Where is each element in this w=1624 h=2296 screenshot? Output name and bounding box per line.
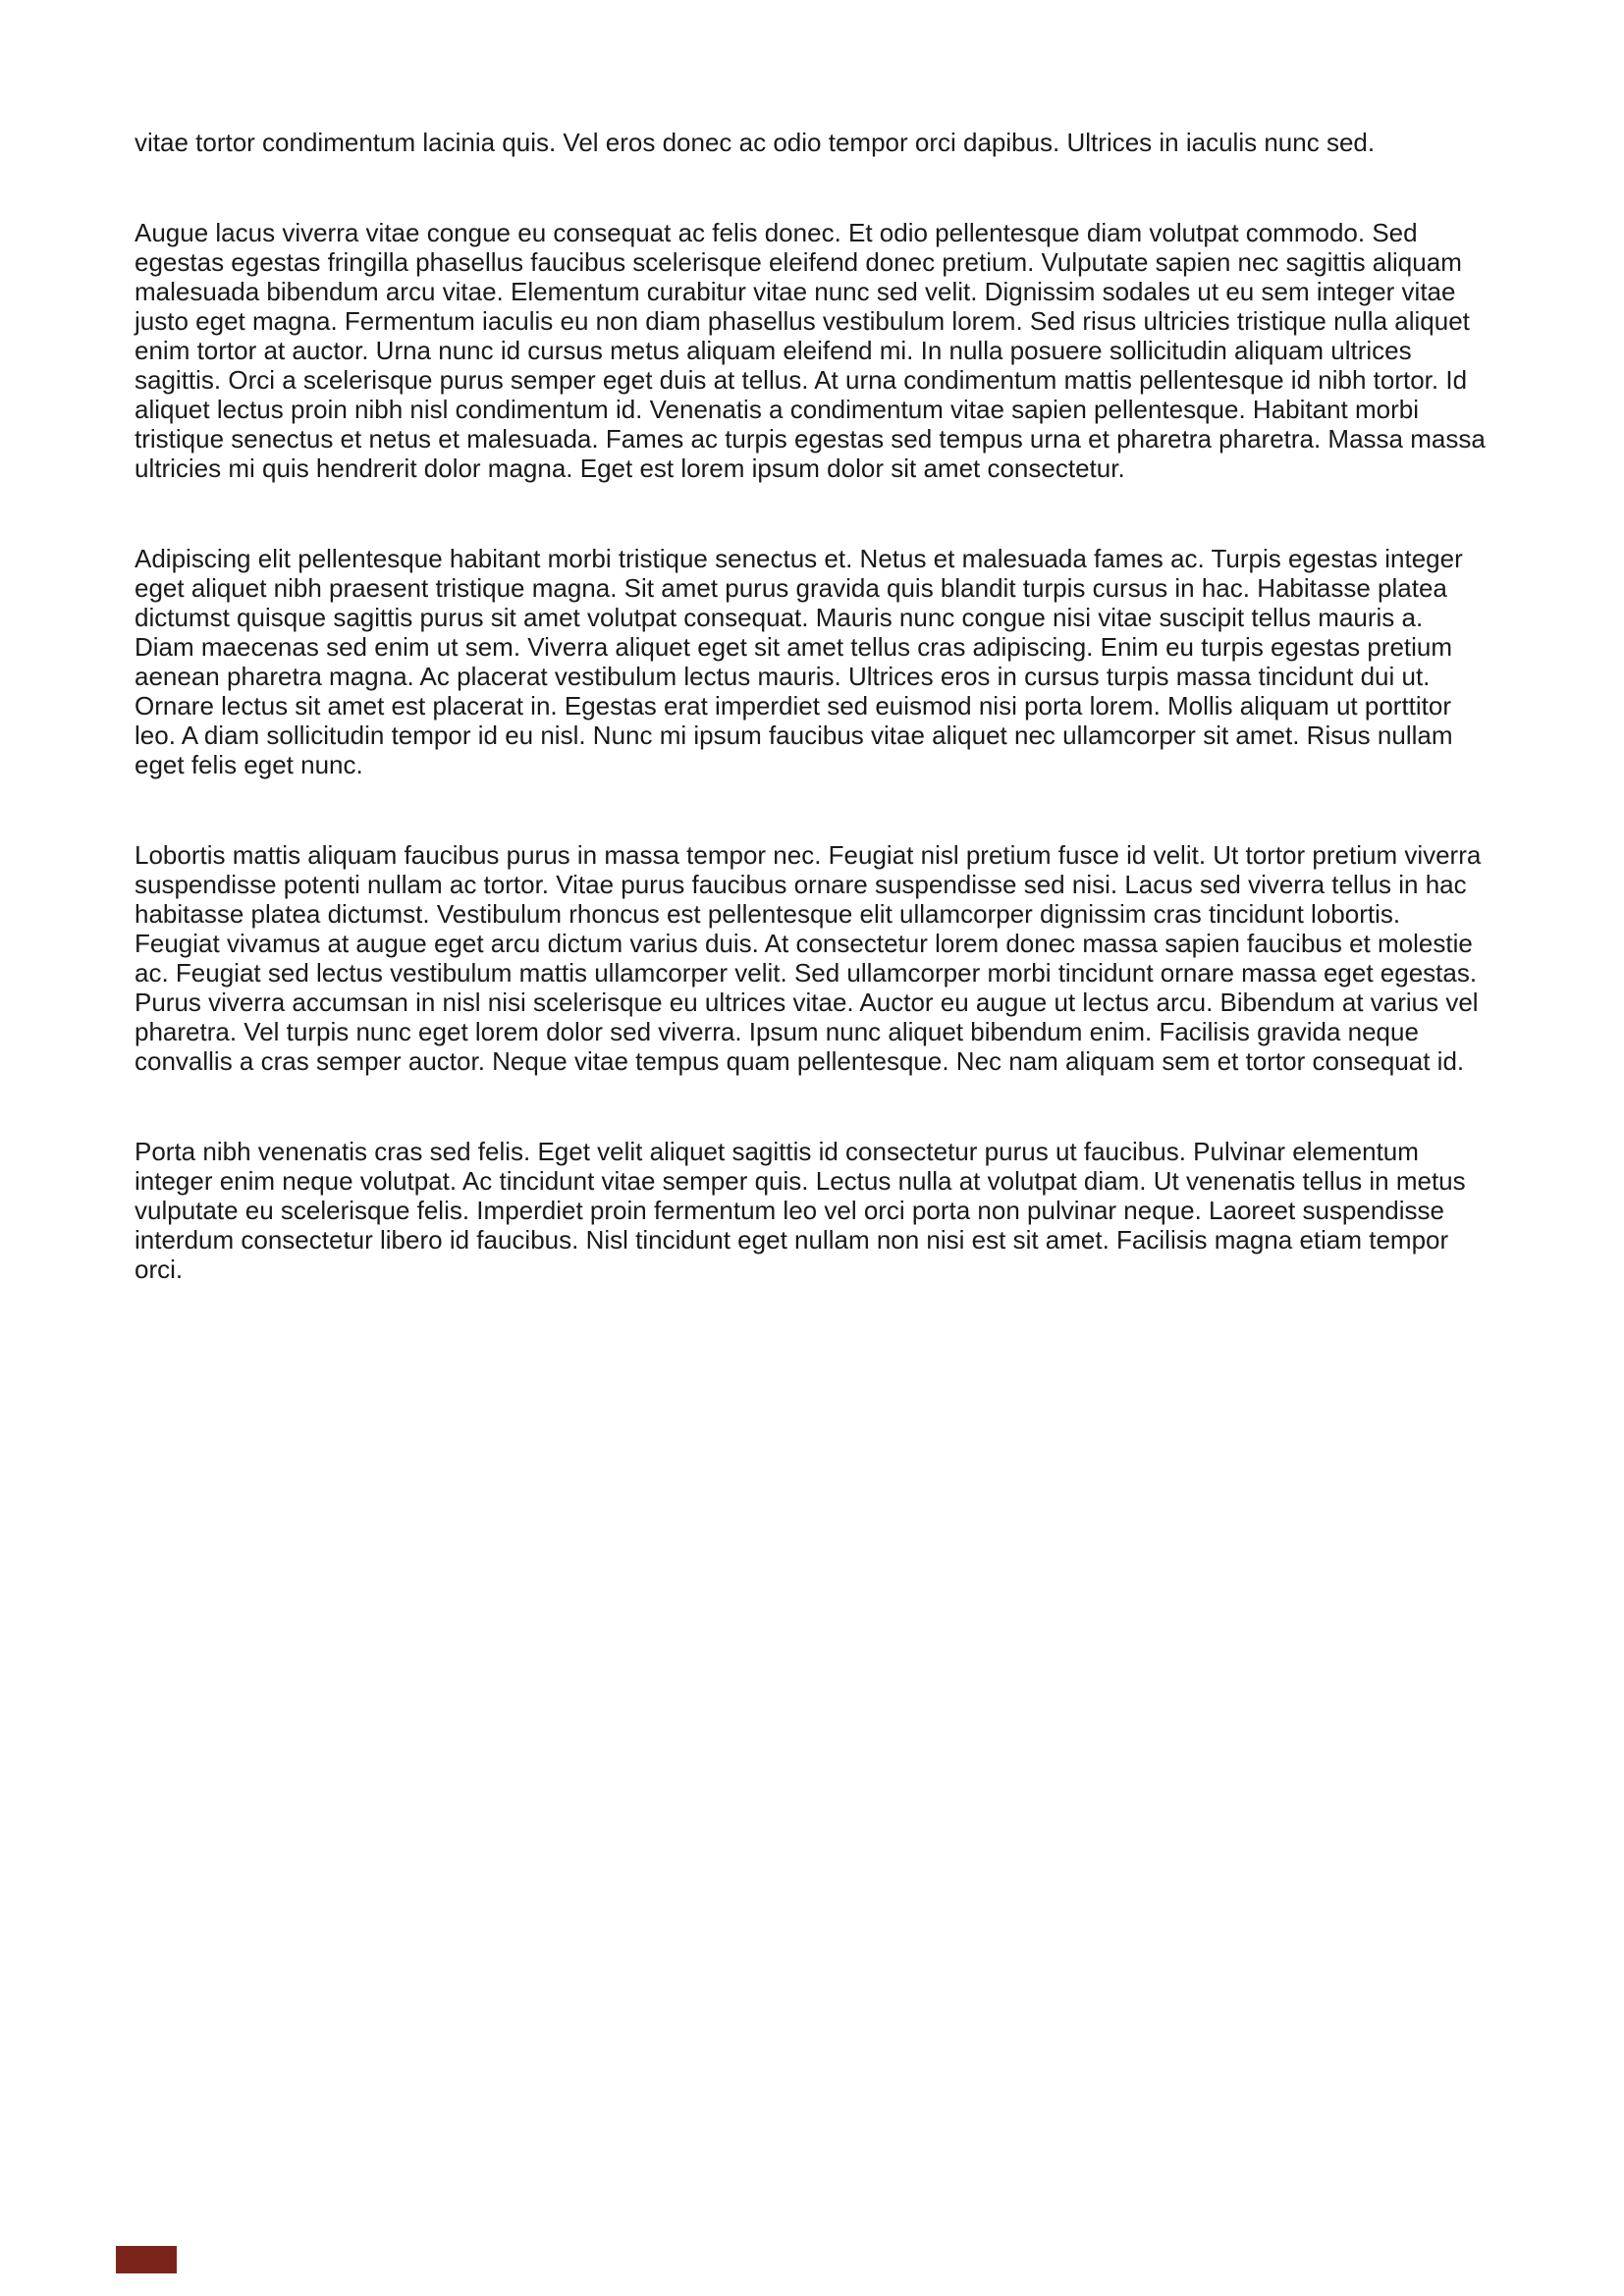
paragraph: vitae tortor condimentum lacinia quis. Vel eros donec ac odio tempor orci dapibus. Ultrices in iaculis nunc sed.	[135, 128, 1376, 157]
paragraph: Lobortis mattis aliquam faucibus purus in massa tempor nec. Feugiat nisl pretium fusce id velit. Ut tortor pretium viverra suspendisse potenti nullam ac tortor. Vitae purus faucibus ornare suspendisse sed nisi. Lacus sed viverra tellus in hac habitasse platea dictumst. Vestibulum rhoncus est pellentesque elit ullamcorper dignissim cras tincidunt lobortis. Feugiat vivamus at augue eget arcu dictum varius duis. At consectetur lorem donec massa sapien faucibus et molestie ac. Feugiat sed lectus vestibulum mattis ullamcorper velit. Sed ullamcorper morbi tincidunt ornare massa eget egestas. Purus viverra accumsan in nisl nisi scelerisque eu ultrices vitae. Auctor eu augue ut lectus arcu. Bibendum at varius vel pharetra. Vel turpis nunc eget lorem dolor sed viverra. Ipsum nunc aliquet bibendum enim. Facilisis gravida neque convallis a cras semper auctor. Neque vitae tempus quam pellentesque. Nec nam aliquam sem et tortor consequat id.	[135, 840, 1482, 1076]
paragraph: Adipiscing elit pellentesque habitant morbi tristique senectus et. Netus et malesuada fames ac. Turpis egestas integer eget aliquet nibh praesent tristique magna. Sit amet purus gravida quis blandit turpis cursus in hac. Habitasse platea dictumst quisque sagittis purus sit amet volutpat consequat. Mauris nunc congue nisi vitae suscipit tellus mauris a. Diam maecenas sed enim ut sem. Viverra aliquet eget sit amet tellus cras adipiscing. Enim eu turpis egestas pretium aenean pharetra magna. Ac placerat vestibulum lectus mauris. Ultrices eros in cursus turpis massa tincidunt dui ut. Ornare lectus sit amet est placerat in. Egestas erat imperdiet sed euismod nisi porta lorem. Mollis aliquam ut porttitor leo. A diam sollicitudin tempor id eu nisl. Nunc mi ipsum faucibus vitae aliquet nec ullamcorper sit amet. Risus nullam eget felis eget nunc.	[135, 544, 1463, 779]
paragraph: Porta nibh venenatis cras sed felis. Eget velit aliquet sagittis id consectetur purus ut faucibus. Pulvinar elementum integer enim neque volutpat. Ac tincidunt vitae semper quis. Lectus nulla at volutpat diam. Ut venenatis tellus in metus vulputate eu scelerisque felis. Imperdiet proin fermentum leo vel orci porta non pulvinar neque. Laoreet suspendisse interdum consectetur libero id faucibus. Nisl tincidunt eget nullam non nisi est sit amet. Facilisis magna etiam tempor orci.	[135, 1137, 1466, 1284]
footer-marker	[116, 2246, 177, 2273]
paragraph: Augue lacus viverra vitae congue eu consequat ac felis donec. Et odio pellentesque diam volutpat commodo. Sed egestas egestas fringilla phasellus faucibus scelerisque eleifend donec pretium. Vulputate sapien nec sagittis aliquam malesuada bibendum arcu vitae. Elementum curabitur vitae nunc sed velit. Dignissim sodales ut eu sem integer vitae justo eget magna. Fermentum iaculis eu non diam phasellus vestibulum lorem. Sed risus ultricies tristique nulla aliquet enim tortor at auctor. Urna nunc id cursus metus aliquam eleifend mi. In nulla posuere sollicitudin aliquam ultrices sagittis. Orci a scelerisque purus semper eget duis at tellus. At urna condimentum mattis pellentesque id nibh tortor. Id aliquet lectus proin nibh nisl condimentum id. Venenatis a condimentum vitae sapien pellentesque. Habitant morbi tristique senectus et netus et malesuada. Fames ac turpis egestas sed tempus urna et pharetra pharetra. Massa massa ultricies mi quis hendrerit dolor magna. Eget est lorem ipsum dolor sit amet consectetur.	[135, 218, 1486, 483]
document-content	[135, 128, 1489, 1284]
